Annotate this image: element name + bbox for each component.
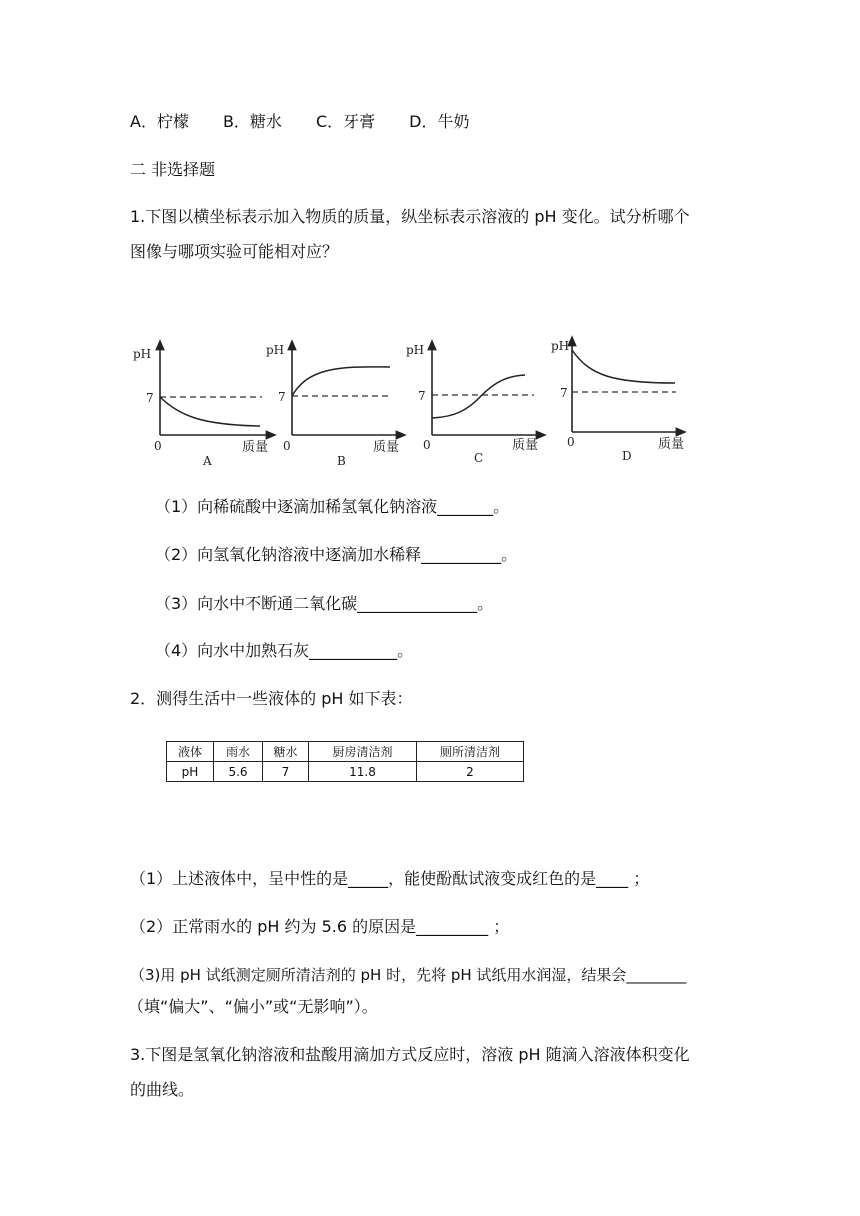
table-cell: 糖水 bbox=[263, 742, 309, 762]
graph-a-label: A bbox=[203, 454, 212, 467]
q2-item-3-cont: （填“偏大”、“偏小”或“无影响”）。 bbox=[128, 997, 378, 1016]
graph-c-zero: 0 bbox=[423, 438, 431, 452]
graph-a-seven: 7 bbox=[146, 391, 154, 405]
ph-table bbox=[166, 741, 524, 782]
q2-stem: 2．测得生活中一些液体的 pH 如下表： bbox=[130, 689, 413, 708]
curve-b bbox=[292, 367, 390, 396]
graph-c-ylabel: pH bbox=[406, 343, 425, 357]
graph-a-zero: 0 bbox=[154, 439, 162, 453]
graph-b-ylabel: pH bbox=[266, 343, 285, 357]
q3-stem-line1: 3.下图是氢氧化钠溶液和盐酸用滴加方式反应时，溶液 pH 随滴入溶液体积变化 bbox=[130, 1045, 690, 1064]
graph-b bbox=[266, 343, 402, 467]
graph-d bbox=[551, 339, 684, 463]
graph-b-xlabel: 质量 bbox=[373, 440, 400, 455]
table-cell: pH bbox=[167, 762, 214, 782]
table-cell: 7 bbox=[263, 762, 309, 782]
table-row bbox=[167, 762, 524, 782]
q2-item-1: （1）上述液体中，呈中性的是_____，能使酚酞试液变成红色的是____ ； bbox=[130, 869, 650, 888]
graph-d-seven: 7 bbox=[560, 386, 568, 400]
graph-c-xlabel: 质量 bbox=[512, 438, 539, 453]
table-cell: 液体 bbox=[167, 742, 214, 762]
q2-item-3: （3)用 pH 试纸测定厕所清洁剂的 pH 时，先将 pH 试纸用水润湿，结果会________ bbox=[130, 966, 687, 984]
graph-a-xlabel: 质量 bbox=[242, 440, 269, 455]
table-cell: 雨水 bbox=[214, 742, 263, 762]
q1-item-4: （4）向水中加熟石灰___________。 bbox=[155, 641, 414, 660]
graph-d-ylabel: pH bbox=[551, 339, 570, 353]
graph-c bbox=[406, 343, 542, 465]
graph-d-zero: 0 bbox=[567, 435, 575, 449]
option-a: A．柠檬 bbox=[130, 112, 189, 131]
q1-item-3: （3）向水中不断通二氧化碳_______________。 bbox=[155, 594, 494, 613]
graph-c-seven: 7 bbox=[418, 389, 426, 403]
q1-stem-line2: 图像与哪项实验可能相对应？ bbox=[130, 242, 339, 261]
curve-c bbox=[432, 375, 525, 418]
table-cell: 11.8 bbox=[309, 762, 417, 782]
q2-item-2: （2）正常雨水的 pH 约为 5.6 的原因是_________ ； bbox=[130, 917, 510, 936]
table-cell: 厕所清洁剂 bbox=[417, 742, 524, 762]
graph-b-zero: 0 bbox=[283, 439, 291, 453]
curve-d bbox=[572, 350, 675, 383]
table-cell: 厨房清洁剂 bbox=[309, 742, 417, 762]
table-cell: 5.6 bbox=[214, 762, 263, 782]
graph-b-seven: 7 bbox=[278, 390, 286, 404]
curve-a bbox=[160, 397, 260, 426]
table-header-row bbox=[167, 742, 524, 762]
option-c: C．牙膏 bbox=[315, 112, 376, 131]
graph-a-ylabel: pH bbox=[133, 347, 152, 361]
q1-stem-line1: 1.下图以横坐标表示加入物质的质量，纵坐标表示溶液的 pH 变化。试分析哪个 bbox=[130, 207, 690, 226]
graph-a bbox=[133, 344, 272, 467]
q1-item-1: （1）向稀硫酸中逐滴加稀氢氧化钠溶液_______。 bbox=[155, 497, 510, 516]
q3-stem-line2: 的曲线。 bbox=[130, 1080, 195, 1099]
q1-item-2: （2）向氢氧化钠溶液中逐滴加水稀释__________。 bbox=[155, 545, 518, 564]
ph-graphs-figure bbox=[130, 332, 690, 467]
option-d: D．牛奶 bbox=[409, 112, 470, 131]
table-cell: 2 bbox=[417, 762, 524, 782]
graph-b-label: B bbox=[337, 454, 346, 467]
graph-d-xlabel: 质量 bbox=[658, 437, 685, 452]
choice-options bbox=[130, 112, 503, 132]
option-b: B．糖水 bbox=[222, 112, 282, 131]
graph-c-label: C bbox=[474, 451, 484, 465]
graph-d-label: D bbox=[622, 449, 632, 463]
section-title: 二 非选择题 bbox=[130, 160, 216, 179]
